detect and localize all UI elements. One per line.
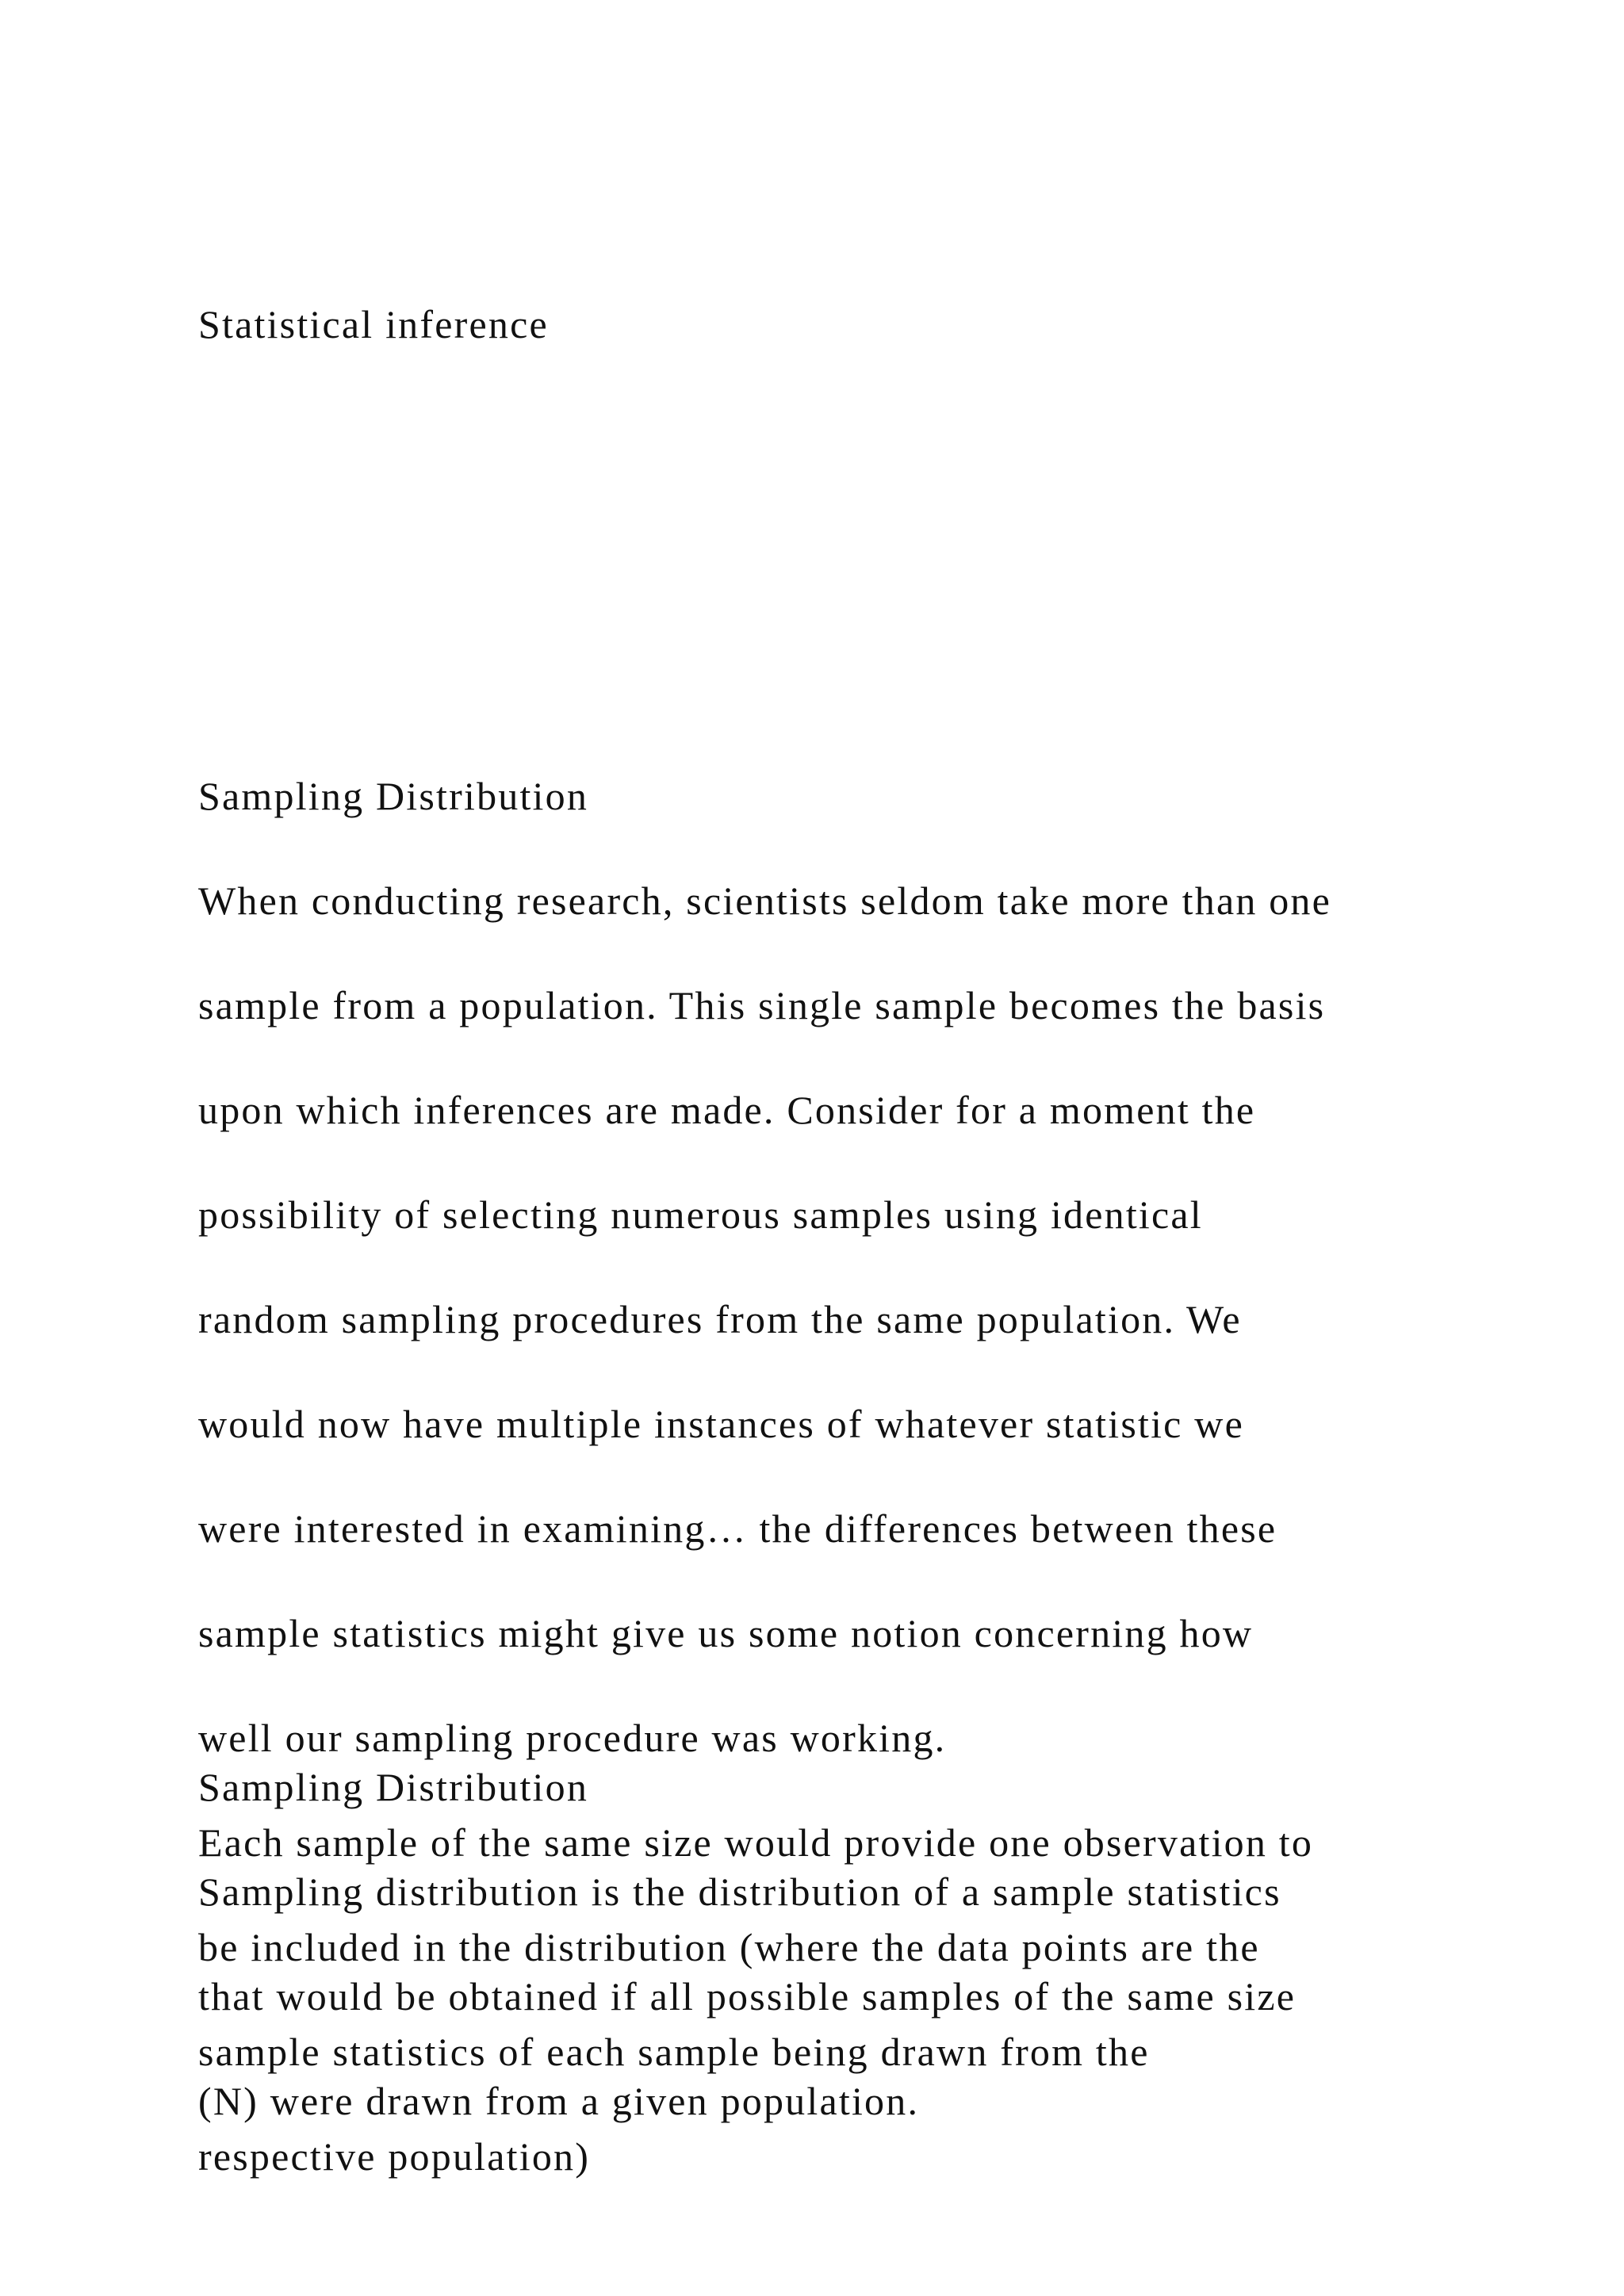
paragraph-line: sample statistics of each sample being drawn from the — [198, 2030, 1150, 2074]
section-heading: Sampling Distribution — [198, 774, 589, 818]
paragraph-line: well our sampling procedure was working. — [198, 1716, 947, 1760]
paragraph-line: sample from a population. This single sample becomes the basis — [198, 983, 1326, 1027]
paragraph-line: that would be obtained if all possible samples of the same size — [198, 1974, 1297, 2019]
paragraph-line: be included in the distribution (where the data points are the — [198, 1925, 1260, 1969]
paragraph-line: possibility of selecting numerous samples using identical — [198, 1192, 1203, 1237]
paragraph-line: sample statistics might give us some notion concerning how — [198, 1611, 1254, 1655]
paragraph-line: Sampling distribution is the distribution of a sample statistics — [198, 1869, 1281, 1914]
paragraph-line: (N) were drawn from a given population. — [198, 2079, 920, 2123]
paragraph-line: random sampling procedures from the same population. We — [198, 1297, 1242, 1341]
document-title-block — [198, 246, 1515, 403]
section-heading: Sampling Distribution — [198, 1765, 589, 1809]
paragraph-line: would now have multiple instances of whatever statistic we — [198, 1402, 1244, 1446]
paragraph-line: respective population) — [198, 2134, 591, 2179]
document-title: Statistical inference — [198, 302, 549, 346]
paragraph-line: When conducting research, scientists seldom take more than one — [198, 878, 1332, 923]
paragraph-line: were interested in examining… the differences between these — [198, 1506, 1277, 1551]
paragraph-line: Each sample of the same size would provide one observation to — [198, 1820, 1314, 1865]
section-sampling-distribution-2 — [198, 1709, 1515, 2179]
paragraph-line: upon which inferences are made. Consider for a moment the — [198, 1088, 1256, 1132]
